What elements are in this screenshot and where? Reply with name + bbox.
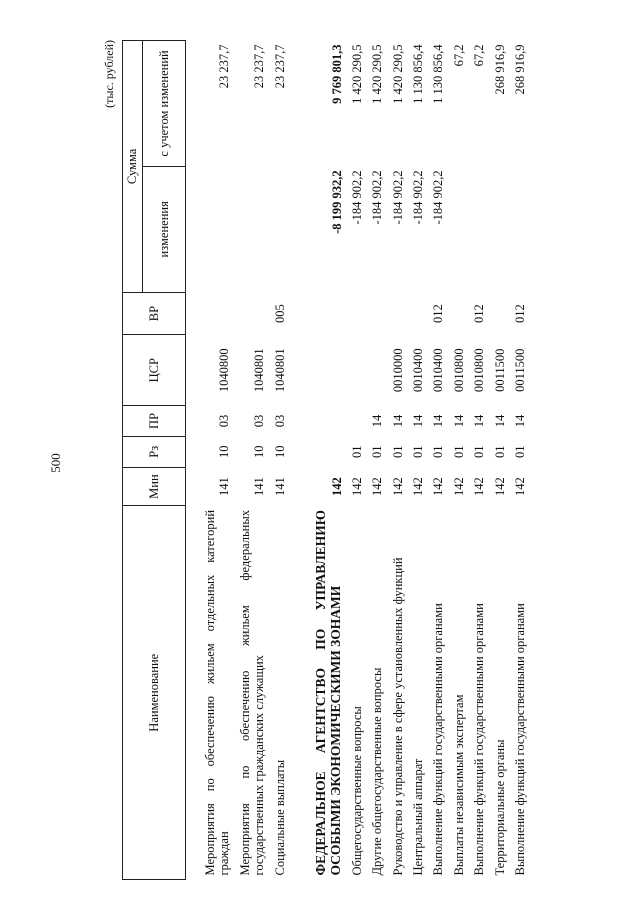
row-pr bbox=[310, 406, 347, 437]
row-total: 1 420 290,5 bbox=[390, 44, 405, 104]
row-pr bbox=[347, 406, 367, 437]
header-pr: ПР bbox=[123, 406, 186, 437]
row-change bbox=[270, 166, 290, 292]
row-min: 142 bbox=[492, 477, 507, 496]
row-vr bbox=[347, 292, 367, 335]
table-row bbox=[388, 41, 408, 880]
row-change bbox=[200, 166, 235, 292]
table-row bbox=[310, 41, 347, 880]
row-pr: 14 bbox=[451, 414, 466, 428]
row-vr: 012 bbox=[472, 304, 487, 323]
table-body bbox=[186, 41, 531, 880]
row-pr: 03 bbox=[252, 414, 267, 428]
row-min: 141 bbox=[252, 477, 267, 496]
row-rz: 01 bbox=[431, 445, 446, 458]
row-vr bbox=[490, 292, 510, 335]
table-row bbox=[408, 41, 428, 880]
row-min: 141 bbox=[272, 477, 287, 496]
table-row bbox=[270, 41, 290, 880]
row-rz: 01 bbox=[492, 445, 507, 458]
row-csr: 1040801 bbox=[272, 348, 287, 393]
table-row bbox=[469, 41, 489, 880]
row-change bbox=[490, 166, 510, 292]
table-row bbox=[449, 41, 469, 880]
row-rz: 10 bbox=[217, 445, 232, 458]
header-with-changes: с учетом изменений bbox=[143, 41, 186, 167]
row-vr bbox=[200, 292, 235, 335]
table-row bbox=[367, 41, 387, 880]
header-change: изменения bbox=[143, 166, 186, 292]
row-min: 142 bbox=[431, 477, 446, 496]
row-name: Территориальные органы bbox=[492, 739, 507, 876]
rotated-page-content bbox=[100, 40, 620, 880]
row-change: -8 199 932,2 bbox=[329, 170, 344, 234]
row-min: 142 bbox=[512, 477, 527, 496]
row-change bbox=[449, 166, 469, 292]
table-row bbox=[235, 41, 270, 880]
row-vr bbox=[449, 292, 469, 335]
row-min: 142 bbox=[472, 477, 487, 496]
row-csr: 0010800 bbox=[451, 348, 466, 393]
row-total: 67,2 bbox=[451, 44, 466, 67]
row-min: 142 bbox=[390, 477, 405, 496]
row-csr: 0011500 bbox=[512, 348, 527, 392]
row-total: 9 769 801,3 bbox=[329, 44, 344, 104]
row-total: 23 237,7 bbox=[272, 44, 287, 89]
row-min: 142 bbox=[370, 477, 385, 496]
budget-table bbox=[122, 40, 530, 880]
row-change: -184 902,2 bbox=[370, 170, 385, 225]
table-row bbox=[490, 41, 510, 880]
row-rz: 01 bbox=[512, 445, 527, 458]
row-rz: 10 bbox=[272, 445, 287, 458]
table-row bbox=[510, 41, 530, 880]
row-min: 142 bbox=[329, 477, 344, 496]
row-total: 1 420 290,5 bbox=[349, 44, 364, 104]
row-vr bbox=[235, 292, 270, 335]
header-vr: ВР bbox=[123, 292, 186, 335]
row-vr: 012 bbox=[431, 304, 446, 323]
row-csr: 1040801 bbox=[252, 348, 267, 393]
header-min: Мин bbox=[123, 467, 186, 506]
row-rz: 01 bbox=[472, 445, 487, 458]
row-change bbox=[510, 166, 530, 292]
row-vr bbox=[367, 292, 387, 335]
row-total: 1 130 856,4 bbox=[431, 44, 446, 104]
row-rz: 01 bbox=[370, 445, 385, 458]
table-header bbox=[123, 41, 186, 880]
row-min: 142 bbox=[411, 477, 426, 496]
table-row bbox=[347, 41, 367, 880]
row-name: Руководство и управление в сфере установленных функций bbox=[390, 557, 405, 876]
row-name: Другие общегосударственные вопросы bbox=[370, 667, 385, 876]
row-rz: 01 bbox=[349, 445, 364, 458]
row-name: Социальные выплаты bbox=[272, 759, 287, 876]
row-csr: 1040800 bbox=[217, 348, 232, 393]
units-note: (тыс. рублей) bbox=[102, 40, 116, 108]
row-pr: 14 bbox=[512, 414, 527, 428]
page-number: 500 bbox=[48, 453, 63, 473]
row-pr: 14 bbox=[431, 414, 446, 428]
row-min: 142 bbox=[349, 477, 364, 496]
row-vr bbox=[408, 292, 428, 335]
row-min: 142 bbox=[451, 477, 466, 496]
row-csr: 0011500 bbox=[492, 348, 507, 392]
row-pr: 14 bbox=[370, 414, 385, 428]
row-csr bbox=[310, 335, 347, 406]
row-total: 67,2 bbox=[472, 44, 487, 67]
row-rz: 01 bbox=[451, 445, 466, 458]
row-total: 268 916,9 bbox=[492, 44, 507, 95]
row-rz: 01 bbox=[390, 445, 405, 458]
table-row bbox=[428, 41, 448, 880]
row-vr: 012 bbox=[512, 304, 527, 323]
row-name: Выполнение функций государственными органами bbox=[512, 603, 527, 876]
row-csr: 0010400 bbox=[431, 348, 446, 393]
row-name: Выполнение функций государственными органами bbox=[431, 603, 446, 876]
row-total: 23 237,7 bbox=[217, 44, 232, 89]
row-csr: 0010800 bbox=[472, 348, 487, 393]
header-rz: Рз bbox=[123, 436, 186, 467]
row-csr bbox=[347, 335, 367, 406]
row-change: -184 902,2 bbox=[349, 170, 364, 225]
header-csr: ЦСР bbox=[123, 335, 186, 406]
row-vr bbox=[310, 292, 347, 335]
header-sum: Сумма bbox=[123, 41, 143, 293]
row-pr: 14 bbox=[390, 414, 405, 428]
row-rz bbox=[310, 436, 347, 467]
row-total: 268 916,9 bbox=[512, 44, 527, 95]
row-pr: 03 bbox=[272, 414, 287, 428]
row-total: 1 130 856,4 bbox=[411, 44, 426, 104]
row-csr: 0010400 bbox=[411, 348, 426, 393]
row-name: Выплаты независимым экспертам bbox=[451, 694, 466, 876]
row-change bbox=[469, 166, 489, 292]
row-name: ФЕДЕРАЛЬНОЕ АГЕНТСТВО ПО УПРАВЛЕНИЮ ОСОБЫМИ ЭКОНОМИЧЕСКИМИ ЗОНАМИ bbox=[312, 509, 344, 876]
row-change: -184 902,2 bbox=[411, 170, 426, 225]
row-change bbox=[235, 166, 270, 292]
row-total: 1 420 290,5 bbox=[370, 44, 385, 104]
row-name: Выполнение функций государственными органами bbox=[472, 603, 487, 876]
row-name: Мероприятия по обеспечению жильем федеральных государственных гражданских служащих bbox=[237, 509, 267, 876]
header-name: Наименование bbox=[123, 506, 186, 880]
row-pr: 14 bbox=[472, 414, 487, 428]
row-pr: 03 bbox=[217, 414, 232, 428]
table-row bbox=[200, 41, 235, 880]
row-name: Общегосударственные вопросы bbox=[349, 706, 364, 876]
row-rz: 10 bbox=[252, 445, 267, 458]
row-name: Мероприятия по обеспечению жильем отдельных категорий граждан bbox=[203, 509, 232, 876]
row-pr: 14 bbox=[411, 414, 426, 428]
row-min: 141 bbox=[217, 477, 232, 496]
row-change: -184 902,2 bbox=[390, 170, 405, 225]
row-name: Центральный аппарат bbox=[411, 758, 426, 876]
row-csr bbox=[367, 335, 387, 406]
row-pr: 14 bbox=[492, 414, 507, 428]
row-csr: 0010000 bbox=[390, 348, 405, 393]
row-total: 23 237,7 bbox=[252, 44, 267, 89]
row-vr bbox=[388, 292, 408, 335]
row-vr: 005 bbox=[272, 304, 287, 323]
row-rz: 01 bbox=[411, 445, 426, 458]
row-change: -184 902,2 bbox=[431, 170, 446, 225]
